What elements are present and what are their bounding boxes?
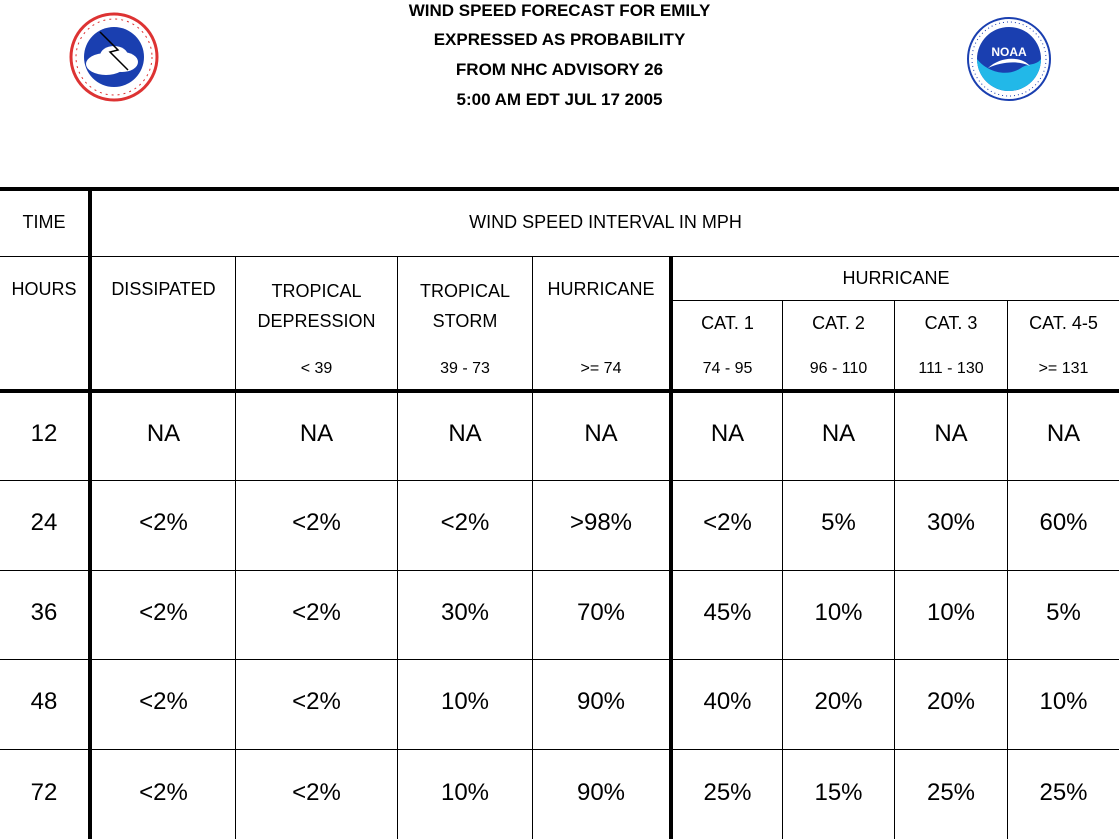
probability-cell: <2% [139, 688, 188, 715]
probability-cell: <2% [292, 779, 341, 806]
cat2-range: 96 - 110 [809, 360, 868, 377]
cat3-header: CAT. 3 [924, 313, 978, 333]
probability-cell: 30% [440, 599, 490, 626]
hours-cell: 24 [30, 509, 58, 536]
probability-cell: 10% [440, 779, 490, 806]
cat1-header: CAT. 1 [701, 313, 754, 333]
probability-cell: 5% [1046, 599, 1081, 626]
hurricane-header: HURRICANE [547, 279, 655, 299]
hurricane-range: >= 74 [580, 360, 622, 377]
cat3-range: 111 - 130 [918, 360, 984, 377]
ts-header-line1: TROPICAL [419, 281, 511, 301]
header-bottom-border [0, 389, 1119, 393]
probability-cell: 10% [440, 688, 490, 715]
probability-cell: NA [584, 420, 618, 447]
hurricane-group-header: HURRICANE [842, 268, 950, 288]
probability-cell: <2% [703, 509, 752, 536]
probability-cell: NA [448, 420, 482, 447]
hours-cell: 36 [30, 599, 58, 626]
hours-cell: 48 [30, 688, 58, 715]
cat2-header: CAT. 2 [812, 313, 865, 333]
probability-cell: <2% [139, 599, 188, 626]
probability-cell: 10% [814, 599, 863, 626]
col-divider-2 [397, 257, 398, 839]
probability-cell: 25% [926, 779, 976, 806]
ts-range: 39 - 73 [440, 360, 490, 377]
interval-header: WIND SPEED INTERVAL IN MPH [469, 212, 742, 232]
probability-cell: 25% [703, 779, 752, 806]
probability-cell: <2% [292, 599, 341, 626]
col-divider-1 [235, 257, 236, 839]
cat45-range: >= 131 [1038, 360, 1089, 377]
probability-cell: 5% [821, 509, 856, 536]
noaa-logo-icon [966, 16, 1052, 102]
row-divider-4 [0, 749, 1119, 750]
probability-cell: <2% [292, 688, 341, 715]
probability-cell: 25% [1039, 779, 1088, 806]
probability-cell: <2% [139, 509, 188, 536]
probability-cell: 90% [576, 779, 626, 806]
row-divider-2 [0, 570, 1119, 571]
td-header-line1: TROPICAL [271, 281, 362, 301]
ts-header-line2: STORM [432, 311, 498, 331]
probability-cell: 70% [576, 599, 626, 626]
cat45-header: CAT. 4-5 [1029, 313, 1098, 333]
probability-cell: 20% [926, 688, 976, 715]
title-line-2: EXPRESSED AS PROBABILITY [433, 30, 686, 49]
hours-cell: 72 [30, 779, 58, 806]
row-divider-3 [0, 659, 1119, 660]
probability-cell: 90% [576, 688, 626, 715]
title-line-3: FROM NHC ADVISORY 26 [455, 60, 664, 79]
probability-cell: NA [821, 420, 856, 447]
hurricane-group-divider [671, 300, 1119, 301]
cat1-range: 74 - 95 [702, 360, 753, 377]
td-header-line2: DEPRESSION [257, 311, 376, 331]
time-header: TIME [22, 212, 66, 232]
probability-cell: 20% [814, 688, 863, 715]
probability-cell: <2% [440, 509, 490, 536]
noaa-logo-text: NOAA [991, 45, 1027, 59]
probability-cell: 45% [703, 599, 752, 626]
probability-cell: NA [1046, 420, 1081, 447]
probability-cell: 10% [1039, 688, 1088, 715]
header-divider [90, 256, 1119, 257]
title-line-1: WIND SPEED FORECAST FOR EMILY [408, 1, 711, 20]
probability-cell: 40% [703, 688, 752, 715]
hours-header: HOURS [11, 279, 77, 299]
probability-cell: <2% [139, 779, 188, 806]
td-range: < 39 [300, 360, 333, 377]
nws-logo-icon [66, 12, 162, 102]
probability-cell: 30% [926, 509, 976, 536]
probability-cell: 60% [1039, 509, 1088, 536]
table-top-border [0, 187, 1119, 191]
probability-cell: NA [934, 420, 968, 447]
hours-cell: 12 [30, 420, 58, 447]
hurricane-column-border [669, 257, 673, 839]
report-header [0, 0, 1119, 130]
probability-cell: NA [710, 420, 745, 447]
probability-cell: NA [299, 420, 334, 447]
time-divider [0, 256, 90, 257]
probability-cell: 15% [814, 779, 863, 806]
probability-cell: 10% [926, 599, 976, 626]
title-line-4: 5:00 AM EDT JUL 17 2005 [456, 90, 663, 109]
probability-cell: <2% [292, 509, 341, 536]
probability-cell: >98% [569, 509, 633, 536]
dissipated-header: DISSIPATED [111, 279, 216, 299]
col-divider-3 [532, 257, 533, 839]
probability-cell: NA [146, 420, 181, 447]
row-divider-1 [0, 480, 1119, 481]
